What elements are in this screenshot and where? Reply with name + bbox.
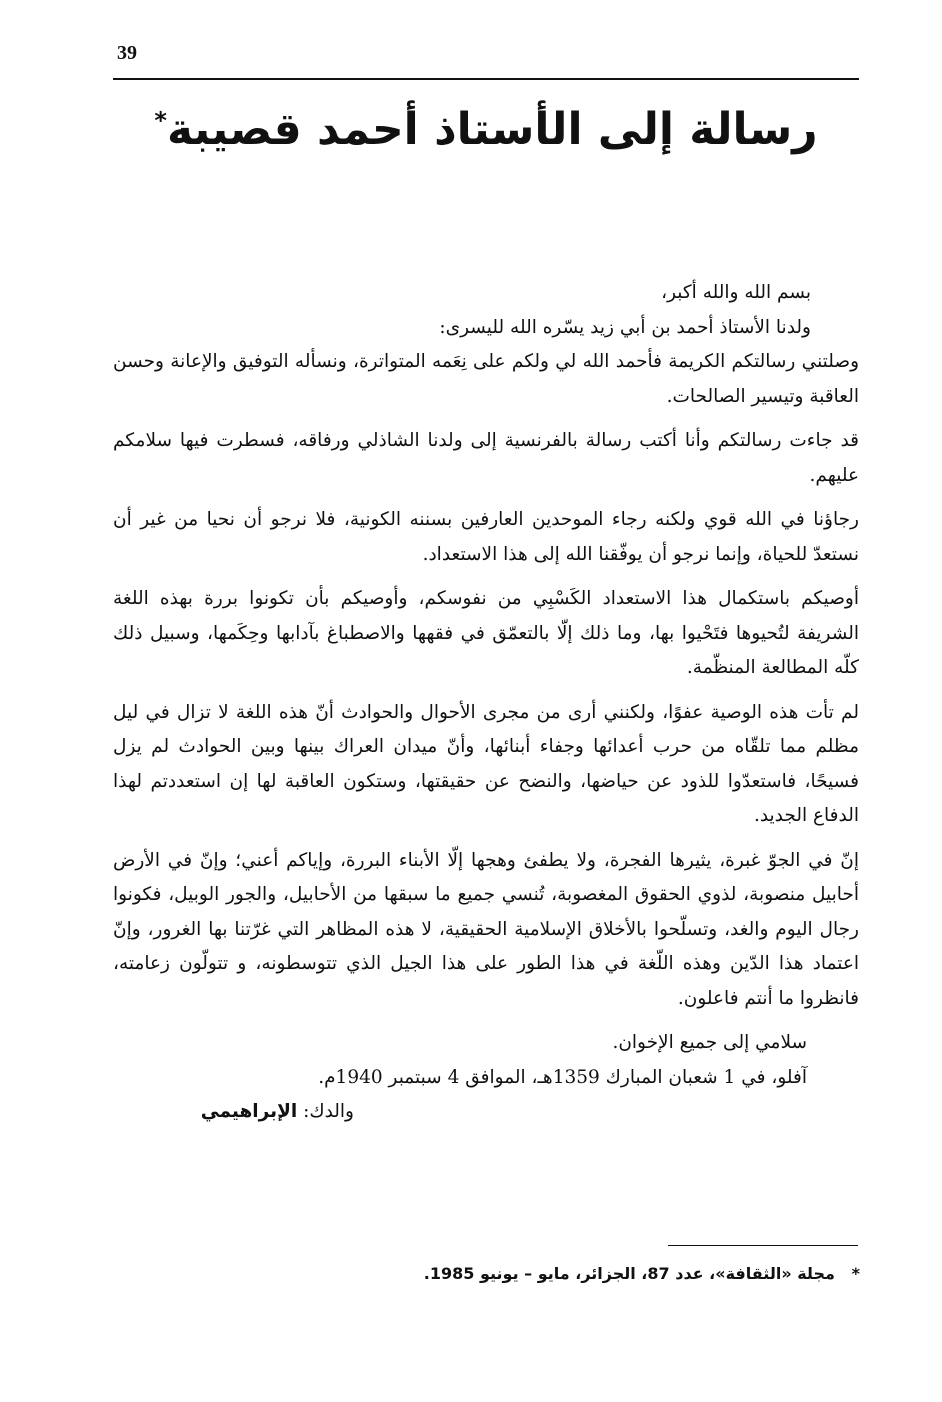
paragraph: إنّ في الجوّ غبرة، يثيرها الفجرة، ولا يطفئ وهجها إلّا الأبناء البررة، وإياكم أعني؛ وإنّ في الأرض أحابيل منصوبة، لذوي الحقوق المغصوبة، تُنسي جميع ما سبقها من الأحابيل، والجور الوبيل، فكونوا رجال اليوم والغد، وتسلّحوا بالأخلاق الإسلامية الحقيقية، لا هذه المظاهر التي غرّتنا بها الغرور، وإنّ اعتماد هذا الدّين وهذه اللّغة في هذا الطور على هذا الجيل الذي تتوسطونه، و تتولّون زعامته، فانظروا ما أنتم فاعلون. xyxy=(113,849,859,1009)
letter-salutation: ولدنا الأستاذ أحمد بن أبي زيد يسّره الله لليسرى: xyxy=(439,316,811,338)
paragraph: أوصيكم باستكمال هذا الاستعداد الكَسْبِي من نفوسكم، وأوصيكم بأن تكونوا بررة بهذه اللغة الشريفة لتُحيوها فتَحْيوا بها، وما ذلك إلّا بالتعمّق في فقهها والاصطباغ بآدابها وحِكَمها، وسبيل ذلك كلّه المطالعة المنظّمة. xyxy=(113,588,859,678)
footnote xyxy=(300,1264,860,1283)
footnote-marker: * xyxy=(851,1264,860,1283)
footnote-rule xyxy=(668,1245,858,1246)
paragraph: وصلتني رسالتكم الكريمة فأحمد الله لي ولكم على نِعَمه المتواترة، ونسأله التوفيق والإعانة وحسن العاقبة وتيسير الصالحات. xyxy=(113,351,859,407)
signature-name: الإبراهيمي xyxy=(200,1101,298,1122)
title-text: رسالة إلى الأستاذ أحمد قصيبة xyxy=(166,104,818,155)
paragraph: قد جاءت رسالتكم وأنا أكتب رسالة بالفرنسية إلى ولدنا الشاذلي ورفاقه، فسطرت فيها سلامكم عليهم. xyxy=(113,430,859,486)
footnote-text: مجلة «الثقافة»، عدد 87، الجزائر، مايو – يونيو 1985. xyxy=(423,1264,835,1283)
letter-closing: سلامي إلى جميع الإخوان. xyxy=(612,1032,807,1053)
signature-label: والدك: xyxy=(303,1101,354,1122)
paragraph: رجاؤنا في الله قوي ولكنه رجاء الموحدين العارفين بسننه الكونية، فلا نرجو أن نحيا من غير أن نستعدّ للحياة، وإنما نرجو أن يوفّقنا الله إلى هذا الاستعداد. xyxy=(113,509,859,565)
letter-opening: بسم الله والله أكبر، xyxy=(661,282,811,303)
page-number: 39 xyxy=(117,42,137,64)
page-title xyxy=(113,104,859,155)
paragraph: لم تأت هذه الوصية عفوًا، ولكنني أرى من مجرى الأحوال والحوادث أنّ هذه اللغة لا تزال في ليل مظلم مما تلقّاه من حرب أعدائها وجفاء أبنائها، وأنّ ميدان العراك بينها وبين الحوادث لم يزل فسيحًا، فاستعدّوا للذود عن حياضها، والنضح عن حقيقتها، وستكون العاقبة لها إن استعددتم لهذا الدفاع الجديد. xyxy=(113,701,859,826)
header-rule xyxy=(113,78,859,80)
letter-place-date: آفلو، في 1 شعبان المبارك 1359هـ، الموافق 4 سبتمبر 1940م. xyxy=(318,1066,807,1088)
letter-body xyxy=(113,276,859,1130)
title-footnote-marker: * xyxy=(154,106,167,135)
signature xyxy=(113,1095,859,1130)
